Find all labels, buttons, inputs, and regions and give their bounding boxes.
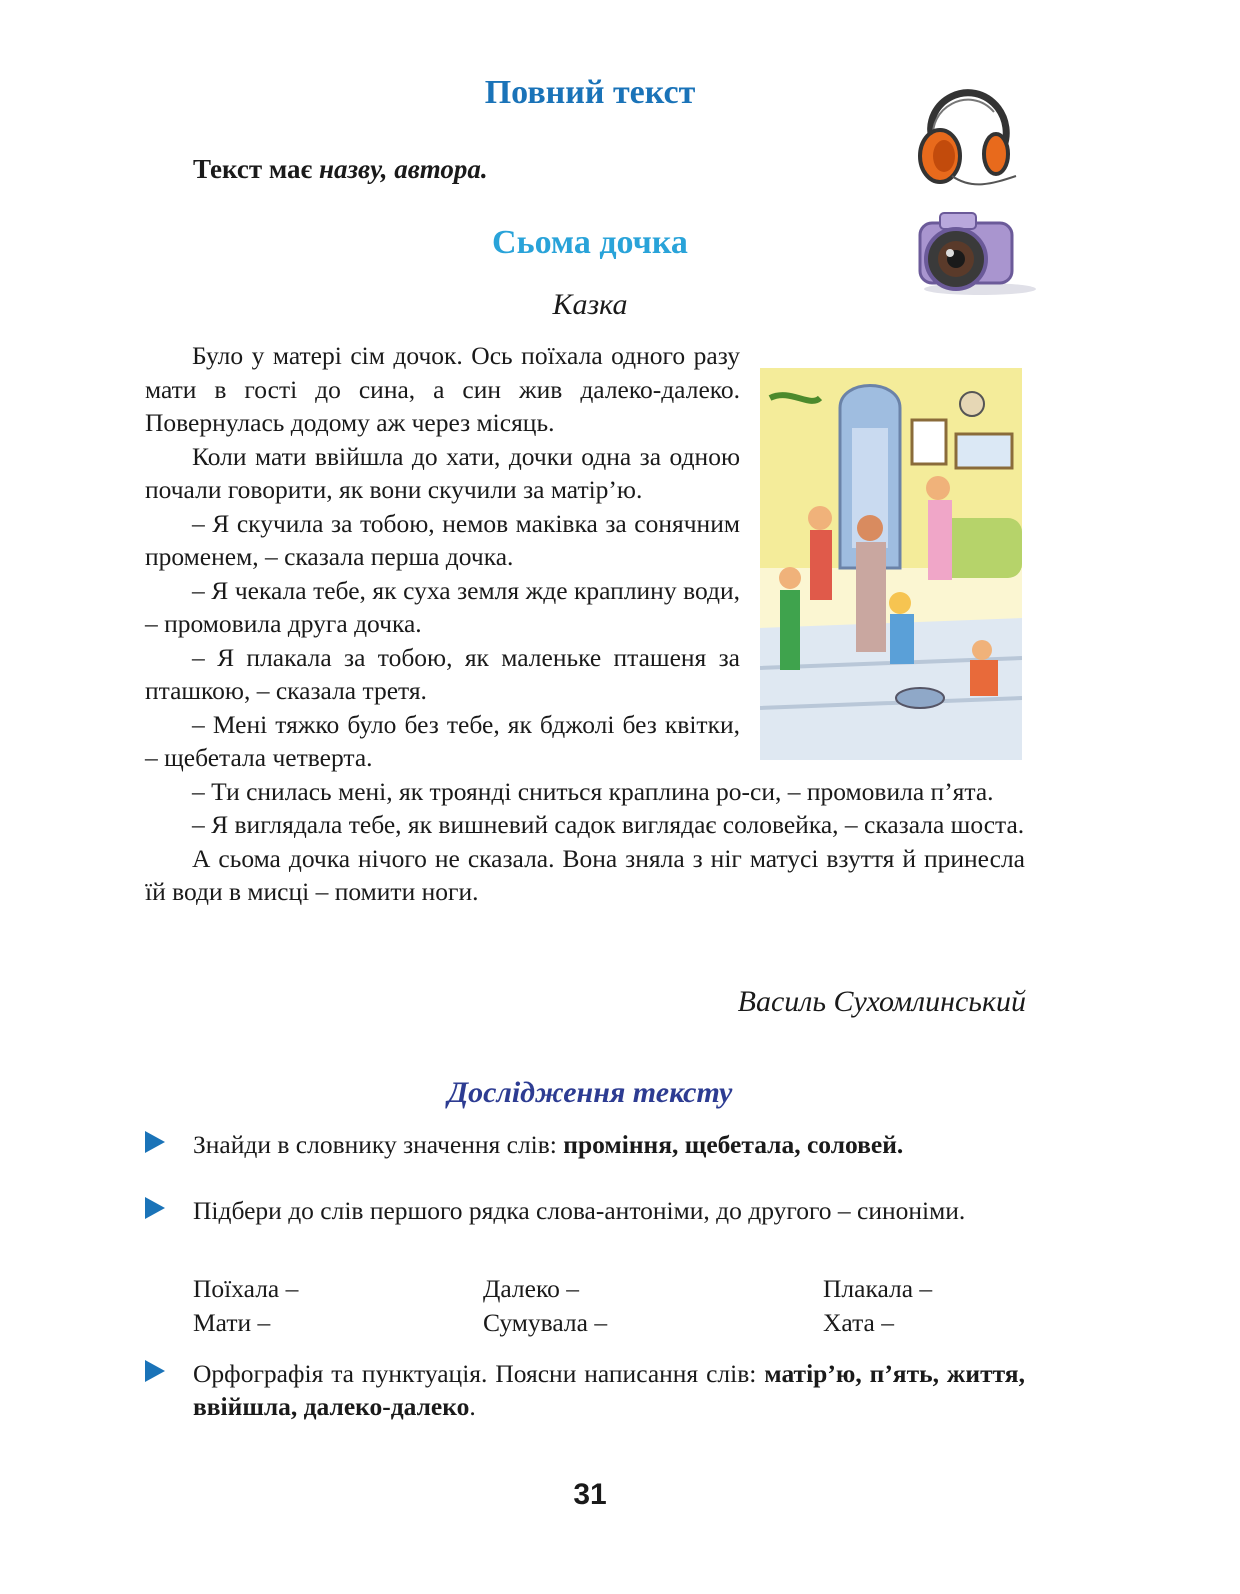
story-genre: Казка	[552, 288, 628, 321]
word-column	[823, 1272, 932, 1339]
word-column	[483, 1272, 607, 1339]
paragraph: – Мені тяжко було без тебе, як бджолі без квітки, – щебетала четверта.	[145, 709, 740, 772]
triangle-bullet-icon	[145, 1360, 165, 1382]
word-cell: Плакала –	[823, 1274, 933, 1303]
paragraph: – Я чекала тебе, як суха земля жде краплину води, – промовила друга дочка.	[145, 575, 740, 638]
paragraph: – Ти снилась мені, як троянді сниться краплина ро-си, – промовила п’ята.	[192, 776, 994, 806]
paragraph: – Я виглядала тебе, як вишневий садок виглядає соловейка, – сказала шоста.	[192, 810, 1025, 839]
story-illustration	[760, 368, 1022, 760]
task-bold-words: матір’ю, п’ять, життя, ввійшла, далеко-далеко	[193, 1359, 1025, 1421]
word-cell: Далеко –	[483, 1274, 579, 1303]
task-item: Орфографія та пунктуація. Поясни написання слів: матір’ю, п’ять, життя, ввійшла, далеко-далеко.	[145, 1357, 1025, 1423]
paragraph: – Я плакала за тобою, як маленьке пташеня за пташкою, – сказала третя.	[145, 642, 740, 705]
story-author: Василь Сухомлинський	[737, 985, 1026, 1018]
task-text: Підбери до слів першого рядка слова-антоніми, до другого – синоніми.	[193, 1196, 966, 1225]
word-cell: Хата –	[823, 1307, 894, 1337]
word-cell: Поїхала –	[193, 1274, 299, 1303]
headphones-icon	[912, 80, 1020, 190]
task-item: Знайди в словнику значення слів: проміння, щебетала, соловей.	[145, 1128, 1025, 1161]
paragraph: Коли мати ввійшла до хати, дочки одна за одною почали говорити, як вони скучили за матір’ю.	[145, 441, 740, 504]
research-heading: Дослідження тексту	[447, 1076, 733, 1109]
triangle-bullet-icon	[145, 1131, 165, 1153]
word-column	[193, 1272, 298, 1339]
story-title: Сьома дочка	[492, 224, 688, 261]
text-rule: Текст має назву, автора.	[193, 154, 488, 184]
paragraph: – Я скучила за тобою, немов маківка за сонячним променем, – сказала перша дочка.	[145, 508, 740, 571]
word-cell: Мати –	[193, 1307, 271, 1337]
task-item	[145, 1194, 1025, 1227]
section-heading: Повний текст	[484, 74, 696, 111]
task-bold-words: проміння, щебетала, соловей.	[563, 1130, 904, 1159]
page-number: 31	[573, 1478, 607, 1511]
camera-icon	[910, 205, 1040, 297]
paragraph: А сьома дочка нічого не сказала. Вона зняла з ніг матусі взуття й принесла їй води в мисці – помити ноги.	[145, 843, 1025, 906]
paragraph: Було у матері сім дочок. Ось поїхала одного разу мати в гості до сина, а син жив далеко-далеко. Повернулась додому аж через місяць.	[145, 341, 740, 437]
triangle-bullet-icon	[145, 1197, 165, 1219]
rule-emphasis: назву, автора.	[318, 154, 488, 184]
word-cell: Сумувала –	[483, 1307, 608, 1337]
